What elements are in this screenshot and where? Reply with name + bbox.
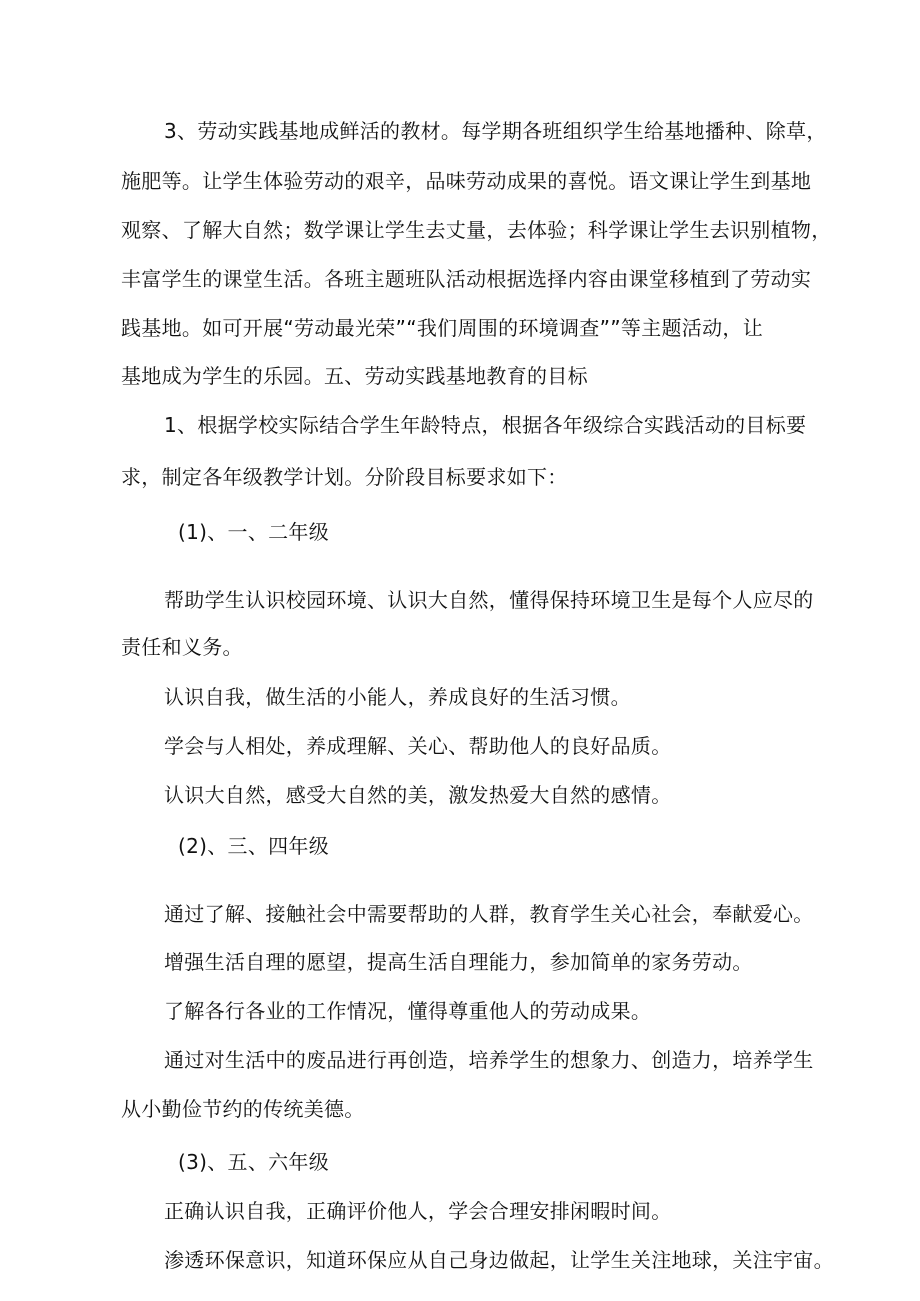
paragraph-evaluate-others: 正确认识自我，正确评价他人，学会合理安排闲暇时间。: [164, 1199, 672, 1223]
heading-grade-1-2: (1)、一、二年级: [178, 520, 330, 544]
paragraph-care-society: 通过了解、接触社会中需要帮助的人群，教育学生关心社会，奉献爱心。: [164, 902, 814, 926]
heading-grade-3-4: (2)、三、四年级: [178, 834, 330, 858]
text-line: 通过对生活中的废品进行再创造，培养学生的想象力、创造力，培养学生: [164, 1048, 814, 1072]
text-line: 践基地。如可开展“劳动最光荣”“我们周围的环境调查””等主题活动，让: [121, 316, 764, 340]
paragraph-nature: 认识大自然，感受大自然的美，激发热爱大自然的感情。: [164, 783, 672, 807]
text-line: 3、劳动实践基地成鲜活的教材。每学期各班组织学生给基地播种、除草，: [164, 119, 827, 143]
paragraph-getting-along: 学会与人相处，养成理解、关心、帮助他人的良好品质。: [164, 734, 672, 758]
text-line: 基地成为学生的乐园。五、劳动实践基地教育的目标: [121, 364, 588, 388]
text-line: 1、根据学校实际结合学生年龄特点，根据各年级综合实践活动的目标要: [164, 413, 807, 437]
text-line: 观察、了解大自然；数学课让学生去丈量，去体验；科学课让学生去识别植物，: [121, 218, 832, 242]
heading-grade-5-6: (3)、五、六年级: [178, 1150, 330, 1174]
text-line: 施肥等。让学生体验劳动的艰辛，品味劳动成果的喜悦。语文课让学生到基地: [121, 169, 812, 193]
paragraph-self-care: 增强生活自理的愿望，提高生活自理能力，参加简单的家务劳动。: [164, 950, 753, 974]
text-line: 丰富学生的课堂生活。各班主题班队活动根据选择内容由课堂移植到了劳动实: [121, 267, 812, 291]
text-line: 责任和义务。: [121, 635, 243, 659]
paragraph-respect-labor: 了解各行各业的工作情况，懂得尊重他人的劳动成果。: [164, 999, 652, 1023]
paragraph-environmental-awareness: 渗透环保意识，知道环保应从自己身边做起，让学生关注地球，关注宇宙。: [164, 1248, 834, 1272]
text-line: 求，制定各年级教学计划。分阶段目标要求如下：: [121, 465, 568, 489]
paragraph-self-awareness: 认识自我，做生活的小能人，养成良好的生活习惯。: [164, 685, 631, 709]
text-line: 帮助学生认识校园环境、认识大自然，懂得保持环境卫生是每个人应尽的: [164, 588, 814, 612]
text-line: 从小勤俭节约的传统美德。: [121, 1097, 365, 1121]
